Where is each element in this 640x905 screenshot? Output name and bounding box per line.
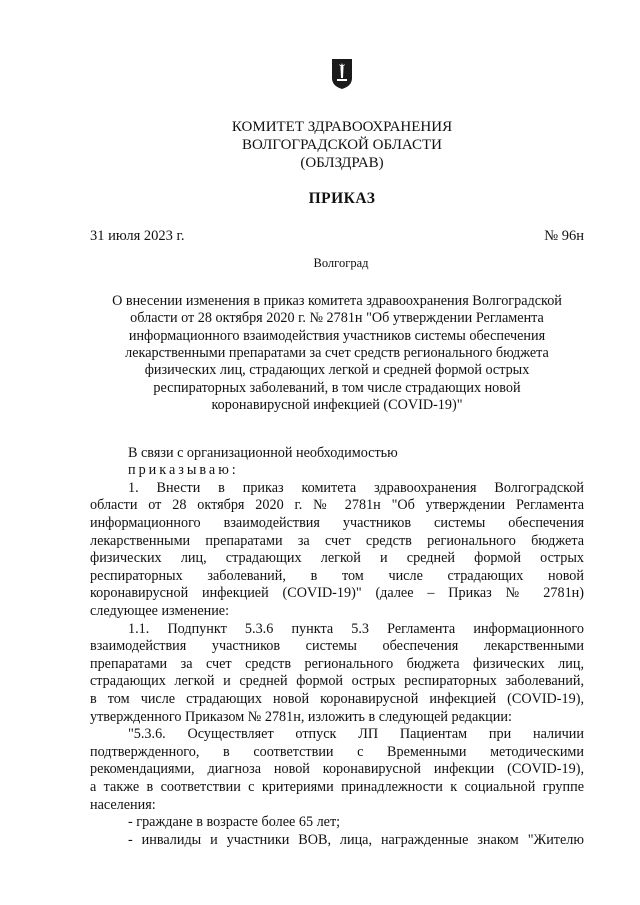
paragraph-line: области от 28 октября 2020 г. № 2781н "Об утверждении Регламента bbox=[90, 497, 584, 514]
intro-text: В связи с организационной необходимостью bbox=[128, 444, 398, 461]
paragraph-line: 1.1. Подпункт 5.3.6 пункта 5.3 Регламента информационного bbox=[128, 620, 584, 637]
subject-line: физических лиц, страдающих легкой и средней формой острых bbox=[144, 362, 530, 379]
paragraph-line: препаратами за счет средств регионального бюджета физических лиц, bbox=[90, 655, 584, 672]
order-word: приказываю: bbox=[128, 462, 239, 479]
paragraph-line: подтвержденного, в соответствии с Временными методическими bbox=[90, 743, 584, 760]
document-title: ПРИКАЗ bbox=[308, 190, 376, 207]
paragraph-line: страдающих легкой и средней формой острых респираторных заболеваний, bbox=[90, 673, 584, 690]
paragraph-line: утвержденного Приказом № 2781н, изложить в следующей редакции: bbox=[90, 708, 512, 725]
paragraph-line: следующее изменение: bbox=[90, 602, 230, 619]
paragraph-line: информационного взаимодействия участников системы обеспечения bbox=[90, 515, 584, 531]
subject-line: респираторных заболеваний, в том числе страдающих новой bbox=[153, 379, 521, 396]
emblem-area bbox=[100, 58, 584, 104]
document-body bbox=[90, 445, 584, 850]
document-number: № 96н bbox=[544, 227, 584, 244]
paragraph-line: физических лиц, страдающих легкой и средней формой острых bbox=[90, 550, 584, 567]
paragraph-line: взаимодействия участников системы обеспечения лекарственными bbox=[90, 638, 584, 655]
coat-of-arms-icon bbox=[330, 58, 354, 90]
header-line: КОМИТЕТ ЗДРАВООХРАНЕНИЯ bbox=[231, 119, 453, 135]
list-item: - граждане в возрасте более 65 лет; bbox=[128, 814, 341, 831]
subject-line: лекарственными препаратами за счет средств регионального бюджета bbox=[125, 345, 549, 361]
paragraph-line: рекомендациями, диагноза новой коронавирусной инфекции (COVID-19), bbox=[90, 761, 584, 778]
paragraph-line: в том числе страдающих новой коронавирусной инфекцией (COVID-19), bbox=[90, 690, 584, 707]
subject-line: информационного взаимодействия участников системы обеспечения bbox=[128, 327, 546, 344]
city-name: Волгоград bbox=[313, 256, 369, 271]
document-subject bbox=[90, 293, 584, 415]
subject-line: коронавирусной инфекцией (COVID-19)" bbox=[211, 397, 463, 414]
paragraph-line: 1. Внести в приказ комитета здравоохранения Волгоградской bbox=[128, 479, 584, 496]
paragraph-line: лекарственными препаратами за счет средств регионального бюджета bbox=[90, 532, 584, 549]
header-line: (ОБЛЗДРАВ) bbox=[300, 155, 384, 171]
paragraph-line: "5.3.6. Осуществляет отпуск ЛП Пациентам при наличии bbox=[128, 726, 584, 743]
subject-line: области от 28 октября 2020 г. № 2781н "Об утверждении Регламента bbox=[130, 310, 544, 327]
paragraph-line: коронавирусной инфекцией (COVID-19)" (далее – Приказ № 2781н) bbox=[90, 585, 584, 602]
list-item: - инвалиды и участники ВОВ, лица, награжденные знаком "Жителю bbox=[128, 831, 584, 848]
paragraph-line: респираторных заболеваний, в том числе страдающих новой bbox=[90, 567, 584, 584]
document-date: 31 июля 2023 г. bbox=[90, 227, 185, 244]
header-line: ВОЛГОГРАДСКОЙ ОБЛАСТИ bbox=[242, 137, 442, 153]
subject-line: О внесении изменения в приказ комитета здравоохранения Волгоградской bbox=[112, 292, 562, 309]
organization-header bbox=[100, 118, 584, 172]
date-number-row bbox=[90, 228, 584, 246]
paragraph-line: а также в соответствии с критериями принадлежности к социальной группе bbox=[90, 778, 584, 795]
paragraph-line: населения: bbox=[90, 796, 156, 813]
